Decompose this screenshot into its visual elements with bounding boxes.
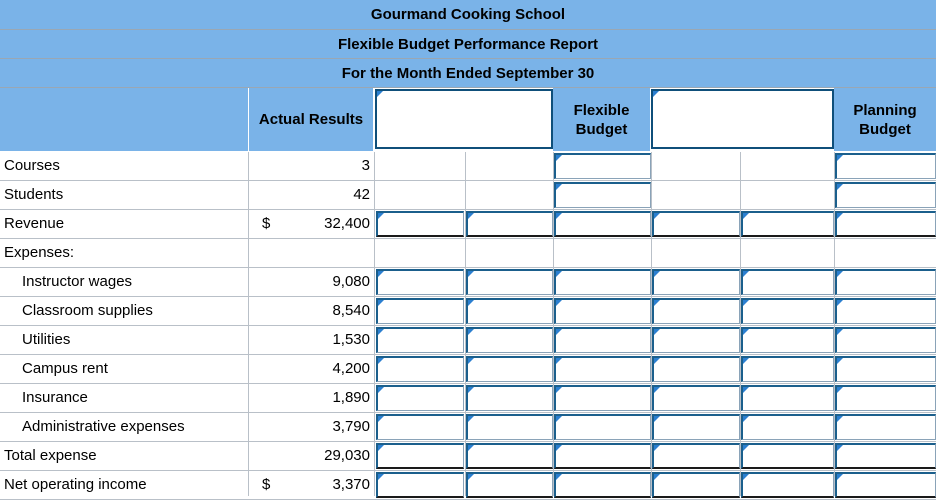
input-flag-icon <box>654 213 660 219</box>
input-flag-icon <box>743 416 749 422</box>
amount-input[interactable] <box>835 153 936 179</box>
row-label: Insurance <box>22 389 88 406</box>
input-flag-icon <box>837 445 843 451</box>
input-flag-icon <box>556 358 562 364</box>
amount-input[interactable] <box>376 327 464 353</box>
header-planning-budget <box>834 88 936 151</box>
amount-input[interactable] <box>554 269 651 295</box>
header-variance-2-input[interactable] <box>651 89 834 149</box>
input-flag-icon <box>556 474 562 480</box>
amount-input[interactable] <box>376 443 464 469</box>
actual-amount: 29,030 <box>324 447 370 464</box>
input-flag-icon <box>654 300 660 306</box>
row-label: Classroom supplies <box>22 302 153 319</box>
header-actual-label: Actual Results <box>258 111 364 128</box>
amount-input[interactable] <box>376 298 464 324</box>
input-flag-icon <box>743 271 749 277</box>
amount-input[interactable] <box>835 385 936 411</box>
amount-input[interactable] <box>652 472 740 498</box>
row-label: Courses <box>4 157 60 174</box>
input-flag-icon <box>556 155 562 161</box>
row-label: Net operating income <box>4 476 147 493</box>
input-flag-icon <box>654 387 660 393</box>
amount-input[interactable] <box>554 385 651 411</box>
amount-input[interactable] <box>376 385 464 411</box>
amount-input[interactable] <box>741 356 834 382</box>
actual-amount: 3,790 <box>332 418 370 435</box>
amount-input[interactable] <box>652 356 740 382</box>
amount-input[interactable] <box>376 414 464 440</box>
input-flag-icon <box>837 387 843 393</box>
row-label: Utilities <box>22 331 71 348</box>
table-row <box>0 239 936 268</box>
input-flag-icon <box>653 91 659 97</box>
input-flag-icon <box>468 474 474 480</box>
input-flag-icon <box>468 329 474 335</box>
amount-input[interactable] <box>652 211 740 237</box>
input-flag-icon <box>378 271 384 277</box>
row-label: Students <box>4 186 64 203</box>
report-title: Flexible Budget Performance Report <box>0 30 936 59</box>
actual-amount: 8,540 <box>332 302 370 319</box>
input-flag-icon <box>378 416 384 422</box>
amount-input[interactable] <box>741 472 834 498</box>
input-flag-icon <box>378 387 384 393</box>
amount-input[interactable] <box>376 269 464 295</box>
amount-input[interactable] <box>466 414 553 440</box>
input-flag-icon <box>377 91 383 97</box>
amount-input[interactable] <box>835 327 936 353</box>
actual-amount <box>280 239 370 267</box>
table-row <box>0 181 936 210</box>
input-flag-icon <box>378 474 384 480</box>
header-flexible-budget <box>553 88 651 151</box>
dollar-sign: $ <box>262 476 271 493</box>
amount-input[interactable] <box>554 414 651 440</box>
input-flag-icon <box>837 416 843 422</box>
amount-input[interactable] <box>466 385 553 411</box>
input-flag-icon <box>556 213 562 219</box>
amount-input[interactable] <box>554 211 651 237</box>
input-flag-icon <box>378 300 384 306</box>
amount-input[interactable] <box>741 298 834 324</box>
header-flexible-label: Flexible Budget <box>573 101 630 138</box>
input-flag-icon <box>654 474 660 480</box>
amount-input[interactable] <box>652 298 740 324</box>
amount-input[interactable] <box>652 327 740 353</box>
amount-input[interactable] <box>554 443 651 469</box>
amount-input[interactable] <box>466 298 553 324</box>
input-flag-icon <box>378 329 384 335</box>
amount-input[interactable] <box>376 356 464 382</box>
amount-input[interactable] <box>652 414 740 440</box>
amount-input[interactable] <box>554 356 651 382</box>
input-flag-icon <box>743 213 749 219</box>
input-flag-icon <box>837 300 843 306</box>
amount-input[interactable] <box>466 327 553 353</box>
amount-input[interactable] <box>741 443 834 469</box>
table-row <box>0 442 936 471</box>
table-row <box>0 152 936 181</box>
table-row <box>0 268 936 297</box>
header-variance-1-input[interactable] <box>375 89 553 149</box>
input-flag-icon <box>837 358 843 364</box>
input-flag-icon <box>556 416 562 422</box>
input-flag-icon <box>654 271 660 277</box>
amount-input[interactable] <box>554 327 651 353</box>
input-flag-icon <box>378 445 384 451</box>
row-label: Total expense <box>4 447 97 464</box>
amount-input[interactable] <box>741 269 834 295</box>
amount-input[interactable] <box>835 269 936 295</box>
amount-input[interactable] <box>466 472 553 498</box>
input-flag-icon <box>837 184 843 190</box>
input-flag-icon <box>468 416 474 422</box>
input-flag-icon <box>556 445 562 451</box>
input-flag-icon <box>743 329 749 335</box>
amount-input[interactable] <box>652 269 740 295</box>
actual-amount: 42 <box>353 186 370 203</box>
input-flag-icon <box>743 300 749 306</box>
input-flag-icon <box>556 329 562 335</box>
input-flag-icon <box>556 300 562 306</box>
input-flag-icon <box>743 387 749 393</box>
input-flag-icon <box>837 155 843 161</box>
actual-amount: 3 <box>361 157 370 174</box>
input-flag-icon <box>654 358 660 364</box>
amount-input[interactable] <box>466 211 553 237</box>
amount-input[interactable] <box>835 414 936 440</box>
header-planning-label: Planning Budget <box>853 101 917 138</box>
amount-input[interactable] <box>835 472 936 498</box>
input-flag-icon <box>743 445 749 451</box>
amount-input[interactable] <box>741 211 834 237</box>
report-company: Gourmand Cooking School <box>0 0 936 30</box>
amount-input[interactable] <box>835 356 936 382</box>
input-flag-icon <box>468 358 474 364</box>
amount-input[interactable] <box>376 211 464 237</box>
input-flag-icon <box>654 445 660 451</box>
table-row <box>0 384 936 413</box>
input-flag-icon <box>468 213 474 219</box>
input-flag-icon <box>556 184 562 190</box>
row-label: Campus rent <box>22 360 108 377</box>
amount-input[interactable] <box>466 443 553 469</box>
input-flag-icon <box>837 329 843 335</box>
input-flag-icon <box>556 387 562 393</box>
amount-input[interactable] <box>741 385 834 411</box>
amount-input[interactable] <box>652 443 740 469</box>
input-flag-icon <box>743 358 749 364</box>
input-flag-icon <box>654 416 660 422</box>
table-row <box>0 297 936 326</box>
amount-input[interactable] <box>741 327 834 353</box>
amount-input[interactable] <box>466 356 553 382</box>
actual-amount: 1,890 <box>332 389 370 406</box>
report-period: For the Month Ended September 30 <box>0 59 936 88</box>
row-label: Revenue <box>4 215 65 232</box>
table-row <box>0 210 936 239</box>
actual-amount: 4,200 <box>332 360 370 377</box>
table-row <box>0 355 936 384</box>
table-row <box>0 326 936 355</box>
row-label: Administrative expenses <box>22 418 185 435</box>
amount-input[interactable] <box>835 443 936 469</box>
input-flag-icon <box>654 329 660 335</box>
header-actual-results <box>249 88 374 151</box>
table-row <box>0 413 936 442</box>
amount-input[interactable] <box>376 472 464 498</box>
input-flag-icon <box>468 387 474 393</box>
row-label: Expenses: <box>4 244 75 261</box>
input-flag-icon <box>556 271 562 277</box>
input-flag-icon <box>468 271 474 277</box>
input-flag-icon <box>468 300 474 306</box>
input-flag-icon <box>468 445 474 451</box>
amount-input[interactable] <box>835 211 936 237</box>
amount-input[interactable] <box>835 298 936 324</box>
input-flag-icon <box>837 213 843 219</box>
amount-input[interactable] <box>652 385 740 411</box>
input-flag-icon <box>378 213 384 219</box>
amount-input[interactable] <box>835 182 936 208</box>
input-flag-icon <box>837 474 843 480</box>
actual-amount: 32,400 <box>324 215 370 232</box>
actual-amount: 3,370 <box>332 476 370 493</box>
header-label-blank <box>0 88 249 151</box>
amount-input[interactable] <box>554 298 651 324</box>
row-label: Instructor wages <box>22 273 133 290</box>
amount-input[interactable] <box>741 414 834 440</box>
actual-amount: 1,530 <box>332 331 370 348</box>
dollar-sign: $ <box>262 215 271 232</box>
amount-input[interactable] <box>466 269 553 295</box>
amount-input[interactable] <box>554 182 651 208</box>
input-flag-icon <box>837 271 843 277</box>
input-flag-icon <box>743 474 749 480</box>
amount-input[interactable] <box>554 472 651 498</box>
input-flag-icon <box>378 358 384 364</box>
amount-input[interactable] <box>554 153 651 179</box>
actual-amount: 9,080 <box>332 273 370 290</box>
